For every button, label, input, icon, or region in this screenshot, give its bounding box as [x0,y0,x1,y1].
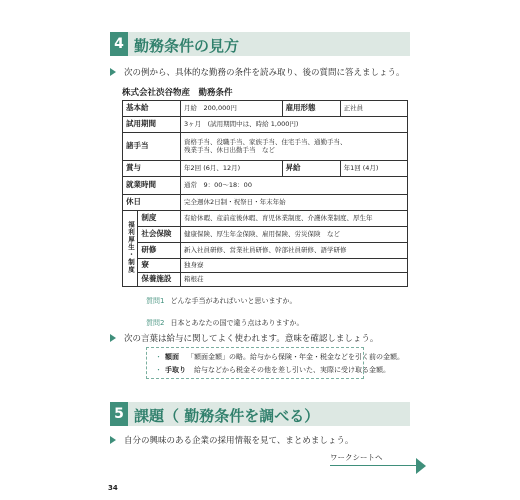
bonus-label: 賞与 [123,161,181,177]
vocab-item [155,351,404,364]
page-number: 34 [108,484,118,492]
probation-value: 3ヶ月 (試用期間中は、時給 1,000円) [181,117,408,133]
welfare-label [123,211,138,287]
question-1-number: 質問1 [146,297,165,305]
worksheet-link[interactable] [330,450,416,466]
employment-value: 正社員 [340,101,407,117]
hours-label: 就業時間 [123,177,181,195]
bonus-value: 年2回 (6月、12月) [181,161,283,177]
holiday-label: 休日 [123,195,181,211]
instruction-1-text: 次の例から、具体的な勤務の条件を読み取り、後の質問に答えましょう。 [124,68,405,78]
probation-label: 試用期間 [123,117,181,133]
section-4-number: 4 [110,32,128,56]
vocab-description: 「額面金額」の略。給与から保険・年金・税金などを引く前の金額。 [187,353,404,361]
allowance-line-2: 残業手当、休日出勤手当 など [184,145,275,154]
vocab-bullet: ・ [155,353,162,361]
system-value: 有給休暇、産前産後休暇、育児休業制度、介護休業制度、厚生年 [181,211,408,227]
vocab-term: 手取り [165,366,186,374]
vocab-term: 額面 [165,353,179,361]
hours-value: 通常 9：00～18：00 [181,177,408,195]
section-4-header [110,32,410,56]
raise-value: 年1回 (4月) [340,161,407,177]
welfare-label-text: 福利厚生・制度 [126,221,135,274]
question-2 [146,318,303,328]
vocabulary-box [146,347,404,379]
triangle-bullet-icon [110,436,116,444]
instruction-2-text: 次の言葉は給与に関してよく使われます。意味を確認しましょう。 [124,334,379,344]
triangle-bullet-icon [110,334,116,342]
salary-label: 基本給 [123,101,181,117]
allowance-line-1: 資格手当、役職手当、家族手当、住宅手当、通勤手当、 [184,138,347,147]
holiday-value: 完全週休2日制・祝祭日・年末年始 [181,195,408,211]
question-1-text: どんな手当があればいいと思いますか。 [170,297,297,305]
table-caption: 株式会社渋谷物産 勤務条件 [122,88,233,98]
allowance-value [181,133,408,161]
worksheet-label: ワークシートへ [330,453,383,462]
insurance-label: 社会保険 [138,227,181,243]
vocab-description: 給与などから税金その他を差し引いた、実際に受け取る金額。 [194,366,390,374]
vocab-bullet: ・ [155,366,162,374]
instruction-1 [110,66,405,78]
dorm-label: 寮 [138,259,181,273]
question-2-number: 質問2 [146,319,165,327]
insurance-value: 健康保険、厚生年金保険、雇用保険、労災保険 など [181,227,408,243]
instruction-3-text: 自分の興味のある企業の採用情報を見て、まとめましょう。 [124,436,354,446]
working-conditions-table [122,100,408,287]
system-label: 制度 [138,211,181,227]
facility-label: 保養施設 [138,273,181,287]
facility-value: 箱根荘 [181,273,408,287]
question-1 [146,296,296,306]
section-5-number: 5 [110,402,128,426]
instruction-2 [110,332,378,344]
allowance-label: 諸手当 [123,133,181,161]
dorm-value: 独身寮 [181,259,408,273]
section-5-title: 課題（ 勤務条件を調べる） [134,407,320,425]
employment-label: 雇用形態 [282,101,340,117]
triangle-bullet-icon [110,68,116,76]
salary-value: 月給 200,000円 [181,101,283,117]
arrow-right-icon [416,458,426,474]
training-label: 研修 [138,243,181,259]
training-value: 新入社員研修、営業社員研修、幹部社員研修、語学研修 [181,243,408,259]
section-5-header [110,402,410,426]
vocab-item [155,364,390,377]
raise-label: 昇給 [282,161,340,177]
section-4-title: 勤務条件の見方 [134,37,240,55]
instruction-3 [110,434,353,446]
question-2-text: 日本とあなたの国で違う点はありますか。 [170,319,304,327]
